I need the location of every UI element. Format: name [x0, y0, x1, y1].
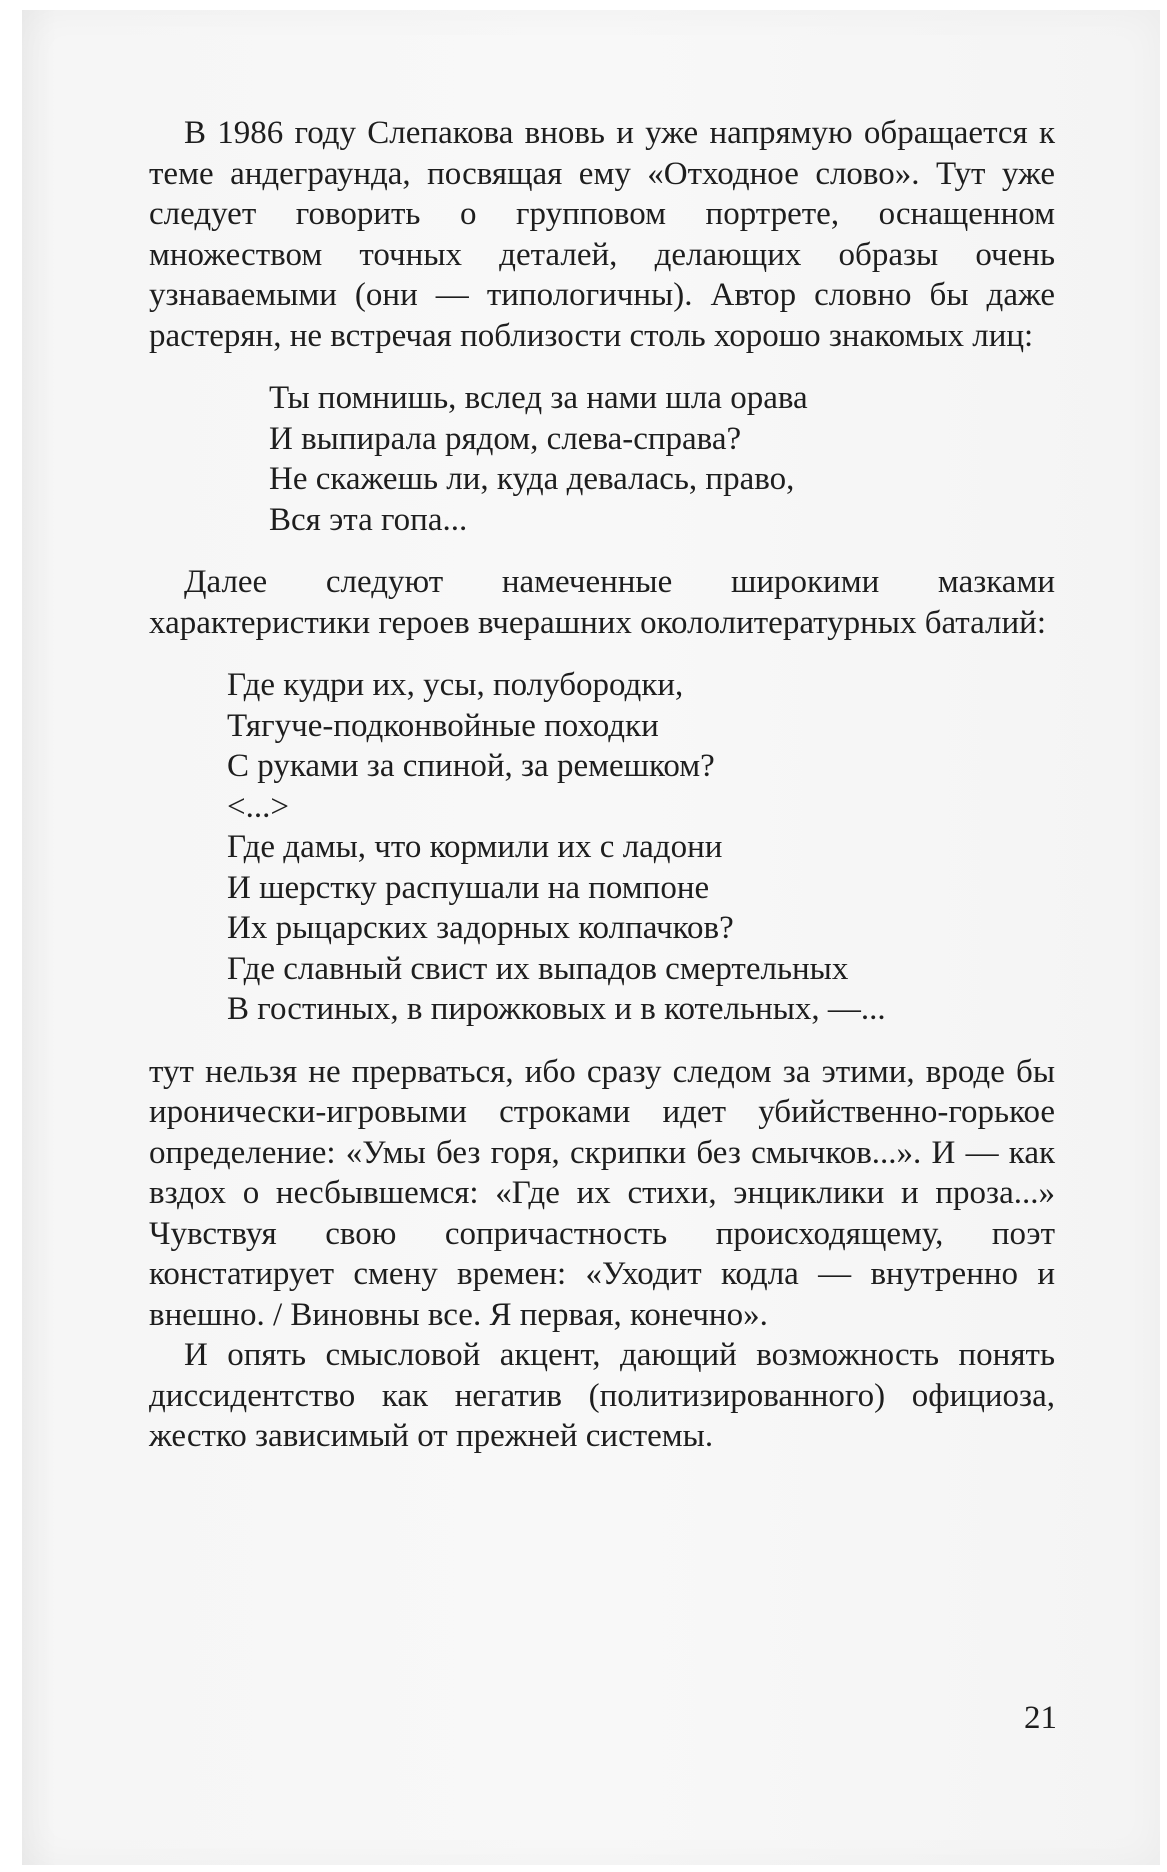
paragraph-4: И опять смысловой акцент, дающий возможность понять диссидентство как негатив (политизированного) официоза, жестко зависимый от прежней системы. [149, 1337, 1055, 1454]
page-number: 21 [1024, 1700, 1057, 1736]
verse-line: Где славный свист их выпадов смертельных [227, 950, 849, 987]
verse-line: Вся эта гопа... [269, 501, 468, 538]
verse-line: Где кудри их, усы, полубородки, [227, 667, 684, 703]
verse-line: С руками за спиной, за ремешком? [227, 748, 715, 784]
paragraph-1: В 1986 году Слепакова вновь и уже напрямую обращается к теме андеграунда, посвящая ему «Отходное слово». Тут уже следует говорить о групповом портрете, оснащенном множеством точных деталей, делающих образы очень узнаваемыми (они — типологичны). Автор словно бы даже растерян, не встречая поблизости столь хорошо знакомых лиц: [149, 115, 1055, 354]
book-page [22, 10, 1160, 1865]
paragraph-2: Далее следуют намеченные широкими мазками характеристики героев вчерашних окололитературных баталий: [149, 564, 1055, 641]
spacer [149, 356, 1055, 378]
verse-line: Ты помнишь, вслед за нами шла орава [269, 380, 808, 416]
verse-line: И шерстку распушали на помпоне [227, 869, 710, 906]
page-text [149, 113, 1055, 1457]
verse-omission-mark: <...> [227, 788, 289, 825]
verse-line: В гостиных, в пирожковых и в котельных, —... [227, 991, 886, 1027]
verse-line: Их рыцарских задорных колпачков? [227, 910, 734, 946]
verse-quote-2 [149, 665, 1055, 1030]
verse-line: Тягуче-подконвойные походки [227, 707, 659, 744]
spacer [149, 540, 1055, 562]
verse-line: Не скажешь ли, куда девалась, право, [269, 461, 795, 497]
verse-quote-1 [149, 378, 1055, 540]
verse-line: И выпирала рядом, слева-справа? [269, 420, 742, 457]
verse-line: Где дамы, что кормили их с ладони [227, 829, 723, 865]
spacer [149, 1030, 1055, 1052]
paragraph-3: тут нельзя не прерваться, ибо сразу следом за этими, вроде бы иронически-игровыми строками идет убийственно-горькое определение: «Умы без горя, скрипки без смычков...». И — как вздох о несбывшемся: «Где их стихи, энциклики и проза...» Чувствуя свою сопричастность происходящему, поэт констатирует смену времен: «Уходит кодла — внутренно и внешно. / Виновны все. Я первая, конечно». [149, 1053, 1055, 1333]
spacer [149, 643, 1055, 665]
